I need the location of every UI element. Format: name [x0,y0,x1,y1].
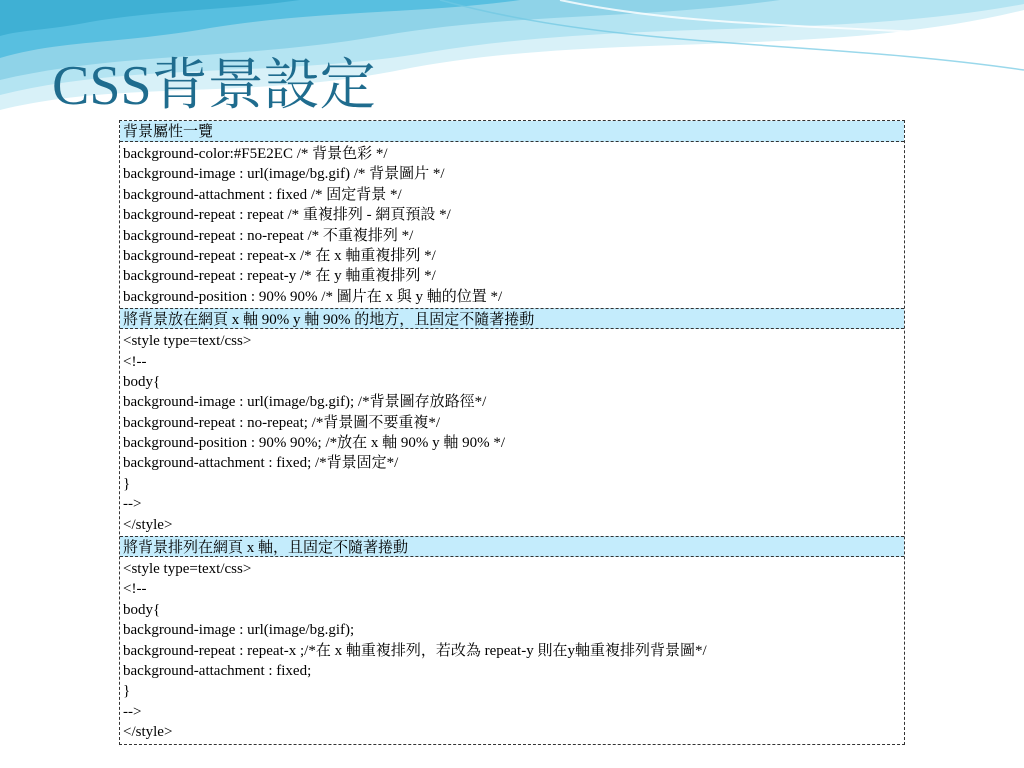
code-line: </style> [123,516,173,533]
code-line: --> [123,496,142,513]
code-line: body{ [123,373,161,390]
code-line: } [123,475,131,492]
code-line: background-repeat : no-repeat /* 不重複排列 */ [123,227,414,244]
code-line: background-position : 90% 90%; /*放在 x 軸 90% y 軸 90% */ [123,435,506,452]
section-heading-property-list: 背景屬性一覽 [120,121,904,142]
code-line: background-attachment : fixed /* 固定背景 */ [123,186,402,203]
code-line: <style type=text/css> [123,333,252,350]
code-line: background-repeat : no-repeat; /*背景圖不要重複*/ [123,414,440,431]
section-body-repeat-x [120,557,904,744]
code-line: background-position : 90% 90% /* 圖片在 x 與 y 軸的位置 */ [123,288,503,305]
section-body-property-list [120,142,904,308]
code-line: } [123,683,131,700]
section-heading-repeat-x: 將背景排列在網頁 x 軸，且固定不隨著捲動 [120,536,904,557]
code-line: background-repeat : repeat-x ;/*在 x 軸重複排列，若改為 repeat-y 則在y軸重複排列背景圖*/ [123,642,707,659]
css-background-table [119,120,905,745]
code-line: background-image : url(image/bg.gif); [123,622,355,639]
code-line: <style type=text/css> [123,561,252,578]
code-line: background-image : url(image/bg.gif); /*背景圖存放路徑*/ [123,394,487,411]
code-line: background-attachment : fixed; [123,662,312,679]
code-line: </style> [123,724,173,741]
code-line: background-attachment : fixed; /*背景固定*/ [123,455,399,472]
code-line: background-color:#F5E2EC /* 背景色彩 */ [123,146,388,162]
code-line: background-repeat : repeat /* 重複排列 - 網頁預設 */ [123,207,451,224]
code-line: background-image : url(image/bg.gif) /* 背景圖片 */ [123,166,445,183]
code-line: background-repeat : repeat-x /* 在 x 軸重複排列 */ [123,247,436,264]
slide-title: CSS背景設定 [52,55,376,117]
section-heading-fixed-position: 將背景放在網頁 x 軸 90% y 軸 90% 的地方，且固定不隨著捲動 [120,308,904,329]
section-body-fixed-position [120,329,904,536]
code-line: --> [123,703,142,720]
code-line: background-repeat : repeat-y /* 在 y 軸重複排列 */ [123,268,436,285]
code-line: <!-- [123,581,147,598]
code-line: <!-- [123,353,147,370]
code-line: body{ [123,601,161,618]
